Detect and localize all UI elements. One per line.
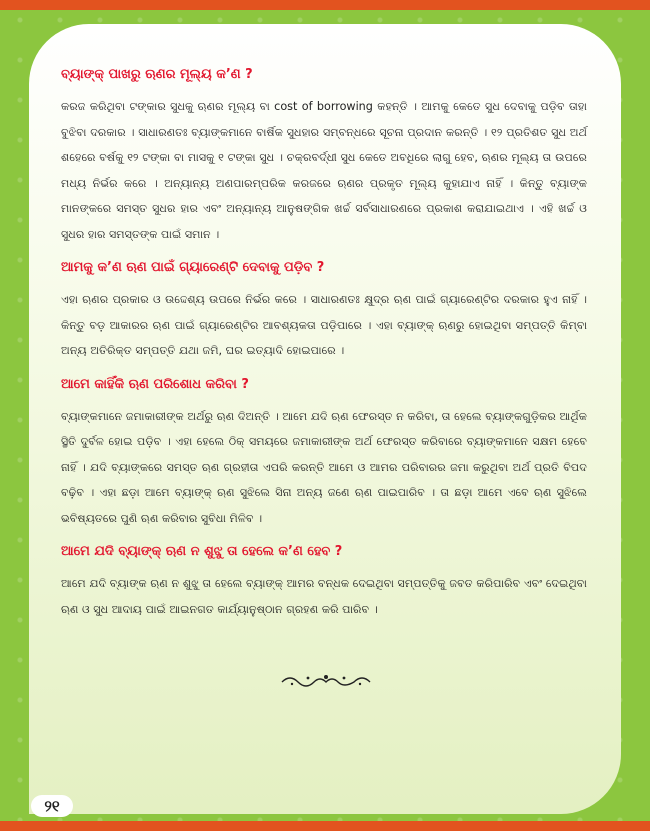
section-why-repay [61, 376, 587, 532]
section-no-repay [61, 543, 587, 622]
section-body: କରଜ କରିଥିବା ଟଙ୍କାର ସୁଧକୁ ଋଣର ମୂଲ୍ୟ ବା cost of borrowing କହନ୍ତି । ଆମକୁ କେତେ ସୁଧ ଦେବାକୁ ପଡ଼ିବ ତାହା ବୁଝିବା ଦରକାର । ସାଧାରଣତଃ ବ୍ୟାଙ୍କମାନେ ବାର୍ଷିକ ସୁଧହାର ସମ୍ବନ୍ଧରେ ସୂଚନା ପ୍ରଦାନ କରନ୍ତି । ୧୨ ପ୍ରତିଶତ ସୁଧ ଅର୍ଥ ଶହେରେ ବର୍ଷକୁ ୧୨ ଟଙ୍କା ବା ମାସକୁ ୧ ଟଙ୍କା ସୁଧ । ଚକ୍ରବର୍ଦ୍ଧୀ ସୁଧ କେତେ ଅବଧିରେ ଲାଗୁ ହେବ, ଋଣର ମୂଲ୍ୟ ତା ଉପରେ ମଧ୍ୟ ନିର୍ଭର କରେ । ଅନ୍ୟାନ୍ୟ ଅଣପାରମ୍ପରିକ କରଜରେ ଋଣର ପ୍ରକୃତ ମୂଲ୍ୟ କୁହାଯାଏ ନାହିଁ । କିନ୍ତୁ ବ୍ୟାଙ୍କ ମାନଙ୍କରେ ସମସ୍ତ ସୁଧର ହାର ଏବଂ ଅନ୍ୟାନ୍ୟ ଆନୁଷଙ୍ଗିକ ଖର୍ଚ୍ଚ ସର୍ବସାଧାରଣରେ ପ୍ରକାଶ କରାଯାଇଥାଏ । ଏହି ଖର୍ଚ୍ଚ ଓ ସୁଧର ହାର ସମସ୍ତଙ୍କ ପାଇଁ ସମାନ । [61, 100, 587, 241]
section-body: ଆମେ ଯଦି ବ୍ୟାଙ୍କ ଋଣ ନ ଶୁଝୁ ତା ହେଲେ ବ୍ୟାଙ୍କ୍ ଆମର ବନ୍ଧକ ଦେଇଥିବା ସମ୍ପତ୍ତିକୁ ଜବତ କରିପାରିବ ଏବଂ ଦେଇଥିବା ଋଣ ଓ ସୁଧ ଆଦାୟ ପାଇଁ ଆଇନଗତ କାର୍ଯ୍ୟାନୁଷ୍ଠାନ ଗ୍ରହଣ କରି ପାରିବ । [61, 577, 587, 616]
section-heading: ଆମେ କାହିଁକି ଋଣ ପରିଶୋଧ କରିବା ? [61, 376, 249, 392]
section-loan-cost [61, 66, 587, 247]
section-heading: ବ୍ୟାଙ୍କ୍ ପାଖରୁ ଋଣର ମୂଲ୍ୟ କ’ଣ ? [61, 67, 253, 82]
bottom-accent-strip [0, 821, 650, 831]
section-heading: ଆମେ ଯଦି ବ୍ୟାଙ୍କ୍ ଋଣ ନ ଶୁଝୁ ତା ହେଲେ କ’ଣ ହେବ ? [61, 544, 343, 559]
section-guarantee [61, 259, 587, 364]
page-number: ୨୧ [31, 795, 73, 817]
section-heading: ଆମକୁ କ’ଣ ଋଣ ପାଇଁ ଗ୍ୟାରେଣ୍ଟି ଦେବାକୁ ପଡ଼ିବ ? [61, 260, 325, 275]
section-body: ବ୍ୟାଙ୍କମାନେ ଜମାକାରୀଙ୍କ ଅର୍ଥରୁ ଋଣ ଦିଅନ୍ତି । ଆମେ ଯଦି ଋଣ ଫେରସ୍ତ ନ କରିବା, ତା ହେଲେ ବ୍ୟାଙ୍କଗୁଡ଼ିକର ଆର୍ଥିକ ସ୍ଥିତି ଦୁର୍ବଳ ହୋଇ ପଡ଼ିବ । ଏହା ହେଲେ ଠିକ୍ ସମୟରେ ଜମାକାରୀଙ୍କ ଅର୍ଥ ଫେରସ୍ତ କରିବାରେ ବ୍ୟାଙ୍କମାନେ ସକ୍ଷମ ହେବେ ନାହିଁ । ଯଦି ବ୍ୟାଙ୍କରେ ସମସ୍ତ ଋଣ ଗ୍ରହୀତା ଏପରି କରନ୍ତି ଆମେ ଓ ଆମର ପରିବାରର ଜମା କରୁଥିବା ଅର୍ଥ ପ୍ରତି ବିପଦ ବଢ଼ିବ । ଏହା ଛଡ଼ା ଆମେ ବ୍ୟାଙ୍କ୍ ଋଣ ସୁଝିଲେ ସିନା ଅନ୍ୟ ଜଣେ ଋଣ ପାଇପାରିବ । ତା ଛଡ଼ା ଆମେ ଏବେ ଋଣ ସୁଝିଲେ ଭବିଷ୍ୟତରେ ପୁଣି ଋଣ କରିବାର ସୁବିଧା ମିଳିବ । [61, 409, 587, 525]
section-body: ଏହା ଋଣର ପ୍ରକାର ଓ ଉଦ୍ଦେଶ୍ୟ ଉପରେ ନିର୍ଭର କରେ । ସାଧାରଣତଃ କ୍ଷୁଦ୍ର ଋଣ ପାଇଁ ଗ୍ୟାରେଣ୍ଟିର ଦରକାର ହୁଏ ନାହିଁ । କିନ୍ତୁ ବଡ଼ ଆକାରର ଋଣ ପାଇଁ ଗ୍ୟାରେଣ୍ଟିର ଆବଶ୍ୟକତା ପଡ଼ିପାରେ । ଏହା ବ୍ୟାଙ୍କ୍ ଋଣରୁ ହୋଇଥିବା ସମ୍ପତ୍ତି କିମ୍ବା ଅନ୍ୟ ଅତିରିକ୍ତ ସମ୍ପତ୍ତି ଯଥା ଜମି, ଘର ଇତ୍ୟାଦି ହୋଇପାରେ । [61, 293, 587, 357]
top-accent-strip [0, 0, 650, 10]
floral-divider-icon [278, 672, 374, 688]
page-content [61, 64, 587, 634]
